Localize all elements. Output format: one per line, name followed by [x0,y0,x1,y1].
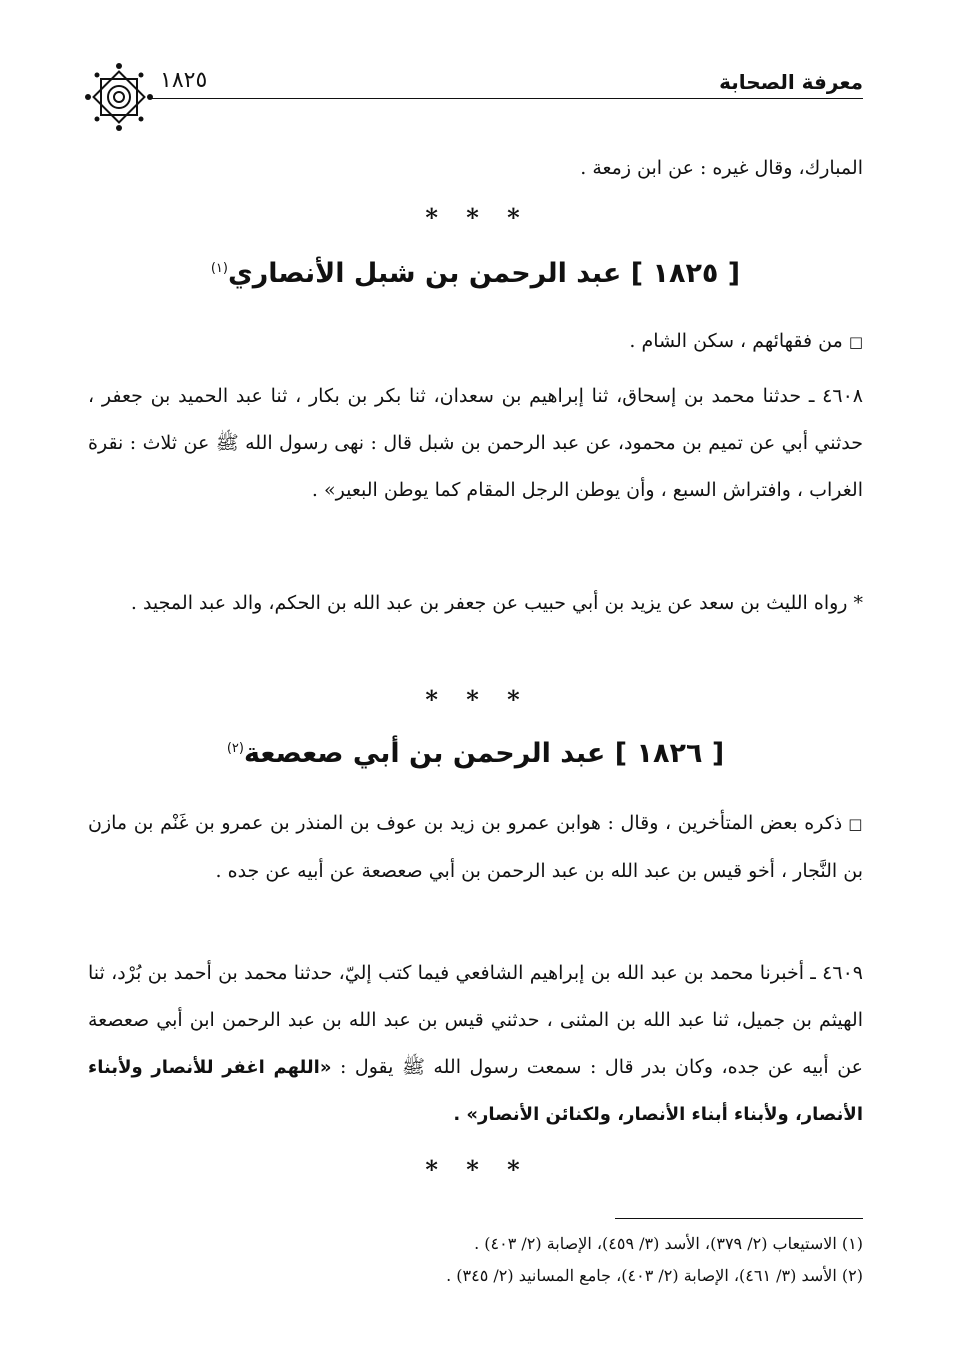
entry-bio-1825 [88,318,863,366]
footnotes [88,1228,863,1292]
bio-text: ذكره بعض المتأخرين ، وقال : هوابن عمرو بن زيد بن عوف بن المنذر بن عمرو بن غَنْم بن مازن بن النَّجار ، أخو قيس بن عبد الله بن عبد الرحمن بن أبي صعصعة عن أبيه عن جده . [88,812,863,882]
narration-note [88,580,863,627]
hadith-quote: «اللهم اغفر للأنصار ولأبناء الأنصار، ولأبناء أبناء الأنصار، ولكنائن الأنصار» . [88,1057,863,1125]
footnote-ref: (١) [210,261,228,276]
narration-text: * رواه الليث بن سعد عن يزيد بن أبي حبيب عن جعفر بن عبد الله بن الحكم، والد عبد المجيد . [130,592,863,614]
section-divider: * * * [425,1155,530,1184]
hadith-4609 [88,950,863,1138]
footnote-ref: (٢) [226,741,244,756]
section-divider: * * * [425,203,530,232]
intro-text: المبارك، وقال غيره : عن ابن زمعة . [580,157,863,179]
intro-paragraph [88,145,863,192]
ornament-icon [84,62,154,132]
bio-text: من فقهائهم ، سكن الشام . [629,330,843,352]
header-rule [150,98,863,99]
footnote-rule [615,1218,863,1219]
entry-bio-1826 [88,800,863,895]
hadith-4608 [88,373,863,514]
hadith-text: ٤٦٠٨ ـ حدثنا محمد بن إسحاق، ثنا إبراهيم بن سعدان، ثنا بكر بن بكار ، ثنا عبد الحميد بن جعفر ، حدثني أبي عن تميم بن محمود، عن عبد الرحمن بن شبل قال : نهى رسول الله ﷺ عن ثلاث : نقرة الغراب ، وافتراش السبع ، وأن يوطن الرجل المقام كما يوطن البعير» . [88,385,863,501]
footnote-2: (٢) الأسد (٣/ ٤٦١)، الإصابة (٢/ ٤٠٣)، جامع المسانيد (٢/ ٣٤٥) . [446,1266,863,1285]
entry-title: [ ١٨٢٦ ] عبد الرحمن بن أبي صعصعة [243,738,725,769]
footnote-1: (١) الاستيعاب (٢/ ٣٧٩)، الأسد (٣/ ٤٥٩)، الإصابة (٢/ ٤٠٣) . [474,1234,863,1253]
entry-heading-1825 [88,258,863,289]
running-title: معرفة الصحابة [719,70,863,94]
square-bullet-icon: □ [848,333,863,351]
entry-heading-1826 [88,738,863,769]
section-divider: * * * [425,685,530,714]
hadith-text: ٤٦٠٩ ـ أخبرنا محمد بن عبد الله بن إبراهيم الشافعي فيما كتب إليّ، حدثنا محمد بن أحمد بن بُرْد، ثنا الهيثم بن جميل، ثنا عبد الله بن المثنى ، حدثني قيس بن عبد الله بن عبد الرحمن ابن أبي صعصعة عن أبيه عن جده، وكان بدر قال : سمعت رسول الله ﷺ يقول : [88,962,863,1078]
square-bullet-icon: □ [848,815,863,833]
entry-title: [ ١٨٢٥ ] عبد الرحمن بن شبل الأنصاري [227,258,741,289]
page-number: ١٨٢٥ [160,68,208,93]
